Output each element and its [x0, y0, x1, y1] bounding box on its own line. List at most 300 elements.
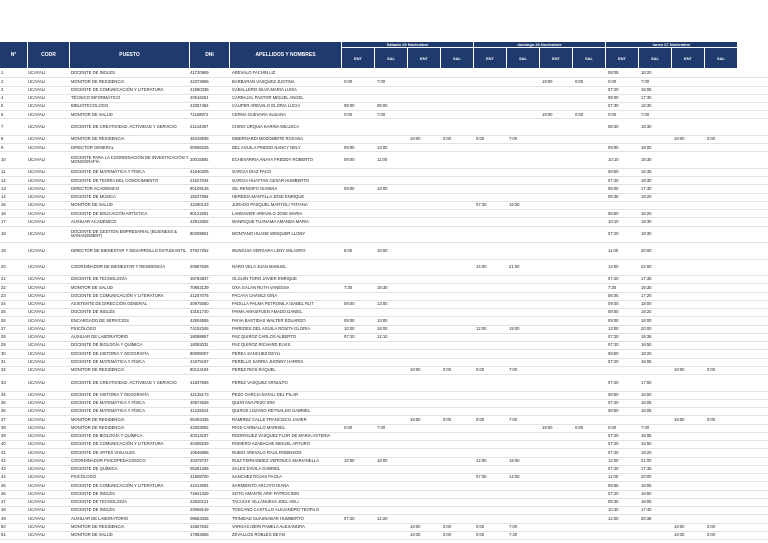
- cell-time: [542, 317, 572, 324]
- cell-time: [542, 474, 572, 481]
- cell-time: 08:05: [608, 292, 619, 298]
- cell-time: [707, 227, 737, 242]
- cell-time: [509, 210, 539, 217]
- cell-time: [443, 284, 473, 291]
- cell-time: 18:00: [641, 317, 652, 323]
- table-row: [0, 210, 768, 218]
- cell-time: [707, 169, 737, 176]
- cell-time: [707, 359, 737, 366]
- table-row: [0, 524, 768, 532]
- cell-time: [443, 202, 473, 209]
- cell-time: [509, 103, 539, 110]
- cell-time: [542, 491, 572, 498]
- cell-ap: PAIMA AMASIFUEN AMADO DANIEL: [232, 309, 303, 315]
- cell-time: [707, 466, 737, 473]
- cell-n: 51: [1, 532, 6, 538]
- cell-time: 08:50: [608, 309, 619, 315]
- cell-time: [674, 317, 704, 324]
- cell-time: [344, 449, 374, 456]
- table-row: [0, 433, 768, 441]
- table-row: [0, 416, 768, 424]
- cell-time: 0:00: [443, 532, 452, 538]
- cell-time: 18:20: [641, 309, 652, 315]
- cell-time: [344, 392, 374, 399]
- cell-time: [476, 491, 506, 498]
- cell-time: [707, 474, 737, 481]
- cell-time: 15:00: [377, 247, 388, 253]
- table-row: [0, 185, 768, 193]
- cell-time: [443, 350, 473, 357]
- cell-time: [641, 524, 671, 531]
- cell-time: [476, 359, 506, 366]
- cell-codr: UCAYALI: [28, 156, 46, 162]
- cell-n: 13: [1, 185, 6, 191]
- cell-dni: 20068149: [190, 507, 209, 513]
- cell-n: 45: [1, 482, 6, 488]
- cell-dni: 20887026: [190, 264, 209, 270]
- cell-time: [344, 202, 374, 209]
- cell-ap: PAZ QUIROZ RICHARD ELVIS: [232, 342, 291, 348]
- cell-time: [575, 185, 605, 192]
- cell-time: [509, 218, 539, 225]
- cell-time: [575, 70, 605, 77]
- cell-time: 07:20: [608, 466, 619, 472]
- cell-time: 21:00: [509, 264, 520, 270]
- cell-time: [410, 78, 440, 85]
- cell-time: 17:30: [641, 185, 652, 191]
- cell-time: [542, 86, 572, 93]
- cell-time: [410, 491, 440, 498]
- cell-puesto: DOCENTE DE INGLÉS: [71, 490, 115, 496]
- cell-time: 13:00: [377, 317, 388, 323]
- table-row: [0, 136, 768, 144]
- cell-time: 7:30: [509, 532, 518, 538]
- cell-time: [707, 284, 737, 291]
- cell-time: [509, 301, 539, 308]
- header-sub-3: ENT: [408, 48, 441, 68]
- cell-time: [344, 210, 374, 217]
- cell-time: [674, 433, 704, 440]
- cell-ap: MONTANO HUANE WINQUER LLONY: [232, 231, 306, 237]
- cell-puesto: DOCENTE DE INGLÉS: [71, 309, 115, 315]
- cell-time: [410, 342, 440, 349]
- cell-dni: 41225024: [190, 408, 209, 414]
- cell-time: 08:30: [608, 123, 619, 129]
- cell-time: [542, 458, 572, 465]
- cell-time: [641, 416, 671, 423]
- cell-time: 10:10: [608, 156, 619, 162]
- cell-time: [377, 392, 407, 399]
- table-row: [0, 367, 768, 375]
- cell-time: [410, 194, 440, 201]
- cell-dni: 44557632: [190, 523, 209, 529]
- cell-puesto: COORDINADOR DE BIENESTAR Y RESIDENCIA: [71, 264, 166, 270]
- cell-dni: 40406249: [190, 441, 209, 447]
- cell-time: 12:00: [476, 457, 487, 463]
- cell-time: 07:20: [608, 342, 619, 348]
- cell-time: 18:00: [641, 301, 652, 307]
- cell-codr: UCAYALI: [28, 350, 46, 356]
- cell-time: 09:00: [608, 317, 619, 323]
- cell-ap: RUIZ FERNANDEZ VERONICA MARIANELLA: [232, 457, 320, 463]
- cell-time: [377, 408, 407, 415]
- cell-time: [410, 177, 440, 184]
- cell-time: [476, 482, 506, 489]
- cell-codr: UCAYALI: [28, 247, 46, 253]
- cell-time: 18:20: [641, 449, 652, 455]
- cell-time: [476, 152, 506, 167]
- cell-time: [674, 260, 704, 275]
- table-row: [0, 152, 768, 168]
- cell-time: [410, 70, 440, 77]
- cell-time: [410, 202, 440, 209]
- cell-time: 07:20: [608, 449, 619, 455]
- cell-time: [344, 466, 374, 473]
- cell-time: 19:00: [410, 136, 421, 142]
- cell-time: [344, 218, 374, 225]
- table-row: [0, 458, 768, 466]
- cell-time: [509, 152, 539, 167]
- table-row: [0, 507, 768, 515]
- cell-time: [575, 441, 605, 448]
- cell-dni: 42913302: [190, 218, 209, 224]
- table-row: [0, 177, 768, 185]
- cell-time: 19:00: [410, 367, 421, 373]
- cell-time: 07:20: [608, 276, 619, 282]
- cell-time: 0:00: [608, 424, 617, 430]
- cell-puesto: DOCENTE DE COMUNICACIÓN Y LITERATURA: [71, 86, 164, 92]
- cell-time: [674, 243, 704, 258]
- header-dni: DNI: [190, 42, 230, 68]
- cell-time: [509, 350, 539, 357]
- cell-time: 17:35: [641, 276, 652, 282]
- header-sub-1: ENT: [342, 48, 375, 68]
- cell-codr: UCAYALI: [28, 424, 46, 430]
- cell-puesto: DOCENTE DE MATEMÁTICA Y FÍSICA: [71, 358, 145, 364]
- cell-time: 10:10: [608, 218, 619, 224]
- cell-time: [410, 433, 440, 440]
- cell-time: [476, 350, 506, 357]
- cell-time: 12:00: [476, 325, 487, 331]
- cell-time: [575, 359, 605, 366]
- cell-time: [608, 532, 638, 539]
- cell-time: [509, 309, 539, 316]
- cell-time: [344, 309, 374, 316]
- cell-puesto: DOCENTE DE INGLÉS: [71, 507, 115, 513]
- cell-codr: UCAYALI: [28, 210, 46, 216]
- cell-ap: ROMERO AZABACHE MIGUEL ARTURO: [232, 441, 310, 447]
- cell-time: 10:00: [344, 325, 355, 331]
- cell-time: [377, 136, 407, 143]
- cell-time: 08:50: [608, 210, 619, 216]
- cell-time: [575, 392, 605, 399]
- cell-time: [443, 177, 473, 184]
- cell-time: [575, 400, 605, 407]
- cell-time: [542, 210, 572, 217]
- cell-time: [443, 111, 473, 118]
- cell-time: [377, 95, 407, 102]
- cell-time: [542, 70, 572, 77]
- cell-time: [542, 342, 572, 349]
- cell-time: [707, 449, 737, 456]
- cell-time: [542, 532, 572, 539]
- cell-time: [377, 433, 407, 440]
- cell-time: [707, 70, 737, 77]
- cell-time: 18:00: [641, 144, 652, 150]
- cell-codr: UCAYALI: [28, 441, 46, 447]
- cell-codr: UCAYALI: [28, 391, 46, 397]
- cell-time: [509, 194, 539, 201]
- cell-time: [344, 400, 374, 407]
- cell-n: 50: [1, 523, 6, 529]
- cell-time: [542, 350, 572, 357]
- cell-time: [509, 491, 539, 498]
- cell-time: [509, 185, 539, 192]
- cell-time: [674, 218, 704, 225]
- cell-time: [575, 284, 605, 291]
- cell-puesto: DOCENTE DE BIOLOGÍA Y QUÍMICA: [71, 342, 143, 348]
- cell-time: [377, 375, 407, 390]
- cell-time: [410, 218, 440, 225]
- cell-time: [377, 350, 407, 357]
- cell-codr: UCAYALI: [28, 218, 46, 224]
- cell-codr: UCAYALI: [28, 292, 46, 298]
- cell-codr: UCAYALI: [28, 466, 46, 472]
- table-row: [0, 70, 768, 78]
- table-row: [0, 95, 768, 103]
- cell-n: 19: [1, 247, 6, 253]
- cell-time: [575, 326, 605, 333]
- cell-time: 0:00: [608, 78, 617, 84]
- cell-n: 3: [1, 86, 4, 92]
- cell-time: [377, 441, 407, 448]
- cell-time: 19:30: [641, 218, 652, 224]
- cell-ap: DIBERNARDI MOZOMBITE ROXANA: [232, 136, 304, 142]
- cell-time: [344, 408, 374, 415]
- cell-time: [476, 218, 506, 225]
- cell-codr: UCAYALI: [28, 276, 46, 282]
- cell-dni: 46418936: [190, 136, 209, 142]
- cell-time: 08:50: [608, 391, 619, 397]
- cell-time: 18:30: [641, 123, 652, 129]
- cell-dni: 40874628: [190, 400, 209, 406]
- cell-time: [410, 515, 440, 522]
- cell-time: [707, 194, 737, 201]
- cell-time: [509, 375, 539, 390]
- cell-time: 14:00: [509, 474, 520, 480]
- cell-time: [575, 301, 605, 308]
- cell-time: [707, 425, 737, 432]
- cell-time: 08:50: [608, 350, 619, 356]
- cell-codr: UCAYALI: [28, 86, 46, 92]
- cell-time: 0:00: [476, 416, 485, 422]
- cell-time: 0:00: [575, 424, 584, 430]
- cell-time: [476, 408, 506, 415]
- cell-time: [344, 367, 374, 374]
- cell-ap: PEZO GARCIA NATALI DEL PILAR: [232, 391, 299, 397]
- cell-puesto: DOCENTE DE ARTES VISUALES: [71, 449, 135, 455]
- cell-time: [344, 416, 374, 423]
- cell-n: 41: [1, 449, 6, 455]
- cell-time: 10:40: [608, 507, 619, 513]
- cell-puesto: DOCENTE DE MÚSICA: [71, 194, 116, 199]
- cell-time: [674, 441, 704, 448]
- cell-n: 18: [1, 231, 6, 237]
- header-apellidos: APELLIDOS Y NOMBRES: [230, 42, 342, 68]
- cell-time: [707, 507, 737, 514]
- cell-time: 17:35: [641, 466, 652, 472]
- table-row: [0, 86, 768, 94]
- cell-codr: UCAYALI: [28, 202, 46, 208]
- cell-n: 28: [1, 334, 6, 340]
- cell-dni: 72841329: [190, 490, 209, 496]
- cell-n: 47: [1, 499, 6, 505]
- cell-time: [575, 136, 605, 143]
- cell-puesto: DOCENTE DE GESTIÓN EMPRESARIAL (BUSINESS & MANAGEMENT): [71, 228, 177, 239]
- cell-time: [575, 342, 605, 349]
- cell-time: 19:00: [542, 424, 553, 430]
- cell-codr: UCAYALI: [28, 408, 46, 414]
- cell-time: 0:00: [575, 111, 584, 117]
- cell-time: [410, 243, 440, 258]
- cell-time: 12:00: [608, 515, 619, 521]
- cell-time: 19:00: [542, 78, 553, 84]
- cell-time: 19:00: [509, 457, 520, 463]
- cell-time: [509, 400, 539, 407]
- cell-time: [674, 194, 704, 201]
- cell-time: [575, 227, 605, 242]
- cell-time: 0:00: [707, 136, 716, 142]
- cell-codr: UCAYALI: [28, 482, 46, 488]
- cell-codr: UCAYALI: [28, 358, 46, 364]
- cell-dni: 40379737: [190, 457, 209, 463]
- cell-time: [542, 375, 572, 390]
- cell-time: [443, 185, 473, 192]
- cell-codr: UCAYALI: [28, 457, 46, 463]
- cell-time: [575, 375, 605, 390]
- cell-dni: 41837606: [190, 379, 209, 385]
- cell-codr: UCAYALI: [28, 95, 46, 101]
- cell-dni: 80098007: [190, 350, 209, 356]
- cell-n: 20: [1, 264, 6, 270]
- cell-dni: 42135173: [190, 391, 209, 397]
- cell-time: 12:20: [377, 515, 388, 521]
- cell-ap: SANCHEZ ROJAS PAOLA: [232, 474, 282, 480]
- table-row: [0, 491, 768, 499]
- cell-time: [476, 499, 506, 506]
- cell-time: 8:00: [344, 247, 353, 253]
- cell-ap: PADILLA PALMA PETRONILA ISABEL RUT: [232, 301, 314, 307]
- cell-time: [476, 507, 506, 514]
- cell-time: [542, 433, 572, 440]
- cell-time: [509, 359, 539, 366]
- cell-time: 11:00: [377, 156, 388, 162]
- cell-time: [443, 326, 473, 333]
- cell-time: [344, 136, 374, 143]
- cell-time: 13:00: [377, 301, 388, 307]
- cell-puesto: DOCENTE DE EDUCACIÓN ARTÍSTICA: [71, 210, 148, 216]
- cell-ap: RODRIGUEZ VASQUEZ FLOR DE MARIA ASTERIA: [232, 433, 331, 439]
- cell-time: 0:00: [443, 367, 452, 373]
- cell-time: [674, 276, 704, 283]
- cell-time: [575, 515, 605, 522]
- cell-time: 07:00: [476, 474, 487, 480]
- cell-time: [443, 400, 473, 407]
- cell-time: [575, 334, 605, 341]
- cell-time: 7:00: [509, 416, 518, 422]
- cell-puesto: DIRECTOR GENERAL: [71, 144, 114, 150]
- cell-time: [542, 400, 572, 407]
- cell-time: [476, 103, 506, 110]
- cell-dni: 41720969: [190, 70, 209, 76]
- cell-ap: CABALLERO SILVA MARIA LUISA: [232, 86, 297, 92]
- cell-time: 10:00: [344, 457, 355, 463]
- cell-time: 15:35: [641, 169, 652, 175]
- cell-time: 7:00: [509, 136, 518, 142]
- cell-time: [410, 392, 440, 399]
- cell-puesto: DOCENTE DE TEORÍA DEL CONOCIMIENTO: [71, 177, 159, 183]
- cell-time: 16:05: [641, 400, 652, 406]
- cell-time: 07:20: [608, 433, 619, 439]
- cell-time: [377, 218, 407, 225]
- cell-time: [476, 392, 506, 399]
- cell-ap: VARGAS IZERI PAMELA ALEXANDRA: [232, 523, 305, 529]
- cell-time: [476, 177, 506, 184]
- cell-time: [443, 507, 473, 514]
- cell-n: 8: [1, 136, 4, 142]
- cell-time: [410, 359, 440, 366]
- cell-time: [476, 466, 506, 473]
- cell-ap: PEREA SANCHEZ DEYLI: [232, 350, 281, 356]
- cell-codr: UCAYALI: [28, 499, 46, 505]
- cell-time: 19:05: [641, 482, 652, 488]
- cell-ap: RAMIREZ CALLE FRANCISCO JAVIER: [232, 416, 307, 422]
- cell-time: [410, 425, 440, 432]
- cell-time: [344, 375, 374, 390]
- cell-ap: QUIROZ LOZANO REYNALDO GABRIEL: [232, 408, 311, 414]
- cell-n: 5: [1, 103, 4, 109]
- cell-codr: UCAYALI: [28, 474, 46, 480]
- cell-time: [377, 177, 407, 184]
- cell-time: [377, 169, 407, 176]
- cell-puesto: DOCENTE DE COMUNICACIÓN Y LITERATURA: [71, 441, 164, 447]
- cell-time: [674, 466, 704, 473]
- cell-time: [509, 466, 539, 473]
- cell-time: [344, 474, 374, 481]
- cell-dni: 00056226: [190, 144, 209, 150]
- cell-time: 16:50: [641, 441, 652, 447]
- table-row: [0, 449, 768, 457]
- table-row: [0, 78, 768, 86]
- cell-time: [674, 103, 704, 110]
- cell-time: [674, 284, 704, 291]
- table-row: [0, 499, 768, 507]
- cell-time: [509, 70, 539, 77]
- cell-time: [344, 507, 374, 514]
- cell-time: [344, 95, 374, 102]
- cell-time: [674, 326, 704, 333]
- header-sub-11: ENT: [672, 48, 705, 68]
- cell-time: 09:00: [344, 144, 355, 150]
- cell-time: [707, 317, 737, 324]
- cell-time: [443, 392, 473, 399]
- cell-time: 0:00: [344, 111, 353, 117]
- cell-time: [707, 491, 737, 498]
- cell-time: 09:00: [377, 103, 388, 109]
- cell-time: [443, 218, 473, 225]
- cell-time: [476, 425, 506, 432]
- cell-time: [575, 408, 605, 415]
